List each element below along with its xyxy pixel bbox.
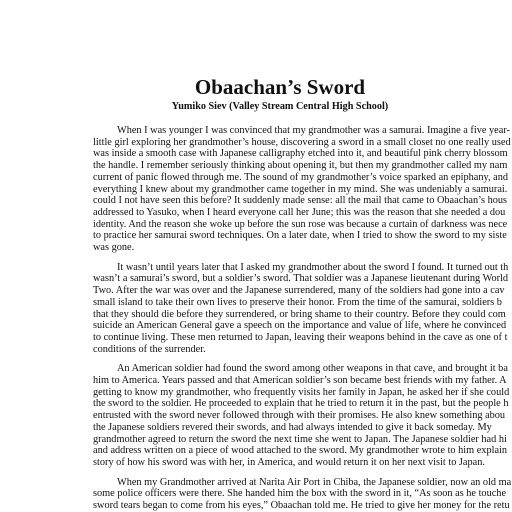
paragraph-line: grandmother agreed to return the sword the next time she went to Japan. The Japanese soldier had hi [93,433,507,445]
paragraph-line: to continue living. These men returned to Japan, leaving their weapons behind in the cave as one of t [93,331,508,343]
essay-body [93,125,512,512]
paragraph-line: current of panic flowed through me. The sound of my grandmother’s voice sparked an epiphany, and [93,171,508,183]
paragraph-line: When my Grandmother arrived at Narita Air Port in Chiba, the Japanese soldier, now an old ma [117,476,512,488]
paragraph-line: It wasn’t until years later that I asked my grandmother about the sword I found. It turned out th [117,261,509,273]
author-line: Yumiko Siev (Valley Stream Central High School) [171,101,389,112]
paragraph-line: suicide an American General gave a speech on the importance and value of life, where he convinced [93,320,507,332]
paragraph-line: and address written on a piece of wood attached to the sword. My grandmother wrote to him explain [93,445,508,457]
essay-title: Obaachan’s Sword [194,75,366,99]
paragraph-line: small island to take their own lives to preserve their honor. From the time of the samurai, soldiers b [93,296,502,308]
paragraph-line: to practice her samurai sword techniques. On a later date, when I tried to show the sword to my siste [93,230,507,242]
paragraph-line: sword tears began to come from his eyes,” Obaachan told me. He tried to give her money for the retu [93,500,510,512]
paragraph-line: some police officers were there. She handed him the box with the sword in it, “As soon as he touche [93,488,507,500]
paragraph [93,363,512,468]
paragraph-line: Two. After the war was over and the Japanese surrendered, many of the soldiers had gone into a cav [93,285,505,297]
paragraph-line: entrusted with the sword never followed through with their promises. He also knew something abou [93,410,506,422]
paragraph [93,477,512,512]
paragraph-line: identity. And the reason she woke up before the sun rose was because a curtain of darkness was nece [93,218,508,230]
paragraph [93,262,512,356]
paragraph-line: conditions of the surrender. [93,343,206,355]
paragraph-line: story of how his sword was with her, in America, and would return it on her next visit to Japan. [93,456,485,468]
paragraph-line: that they should die before they surrendered, or bring shame to their country. Before they could com [93,308,506,320]
paragraph-line: wasn’t a samurai’s sword, but a soldier’s sword. That soldier was a Japanese lieutenant during World [93,273,509,285]
paragraph-line: everything I knew about my grandmother came together in my mind. She was undeniably a samurai. [93,183,508,195]
paragraph-line: When I was younger I was convinced that my grandmother was a samurai. Imagine a five year- [117,125,510,136]
paragraph-line: An American soldier had found the sword among other weapons in that cave, and brought it ba [117,363,508,375]
paragraph-line: the Japanese soldiers revered their swords, and had always intended to give it back someday. My [93,421,492,433]
paragraph-line: the handle. I remember seriously thinking about opening it, but then my grandmother called my nam [93,160,508,172]
paragraph-line: was gone. [93,242,135,254]
paragraph-line: him to America. Years passed and that American soldier’s son became best friends with my father. A [93,375,507,387]
paragraph-line: could I not have seen this before? It suddenly made sense: all the mail that came to Obaachan’s hous [93,195,508,207]
paragraph [93,125,512,254]
paragraph-line: was inside a smooth case with Japanese calligraphy etched into it, and beautiful pink cherry blossom [93,148,508,160]
paragraph-line: little girl exploring her grandmother’s house, discovering a sword in a small closet no one really used [93,136,511,148]
paragraph-line: getting to know my grandmother, who frequently visits her family in Japan, he asked her if she could [93,386,510,398]
paragraph-line: the sword to the soldier. He proceeded to explain that he tried to return it in the past, but the people h [93,398,509,410]
paragraph-line: addressed to Yasuko, when I heard everyone call her June; this was the reason that she needed a dou [93,206,506,218]
